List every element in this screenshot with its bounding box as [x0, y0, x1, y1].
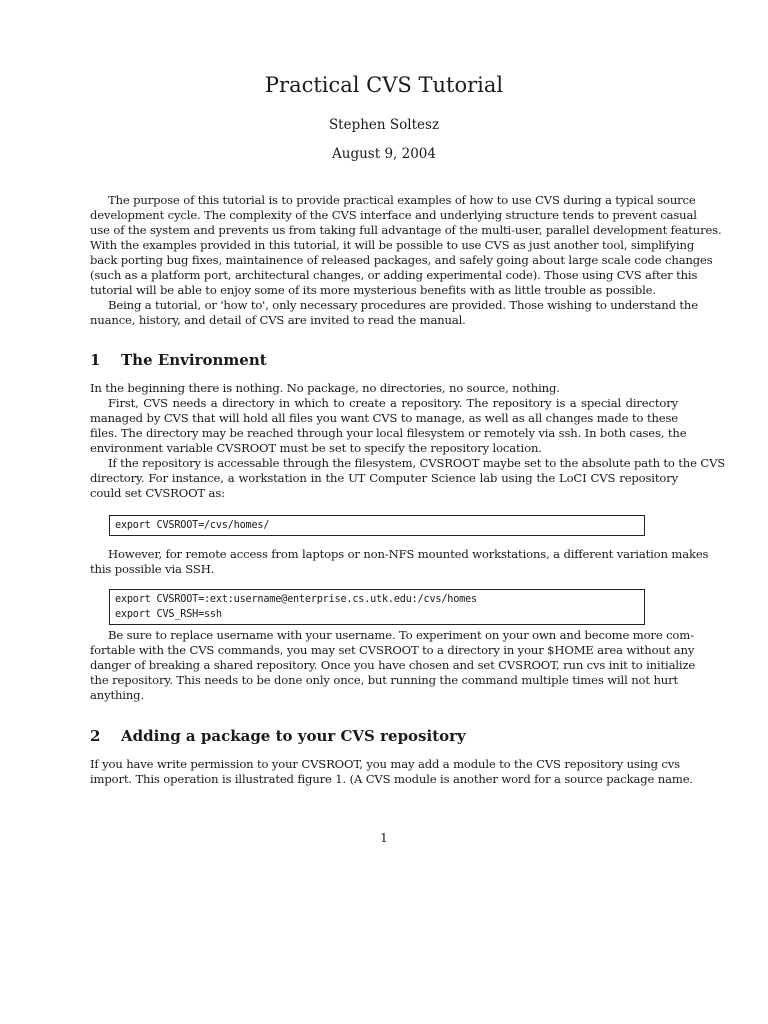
text-line: use of the system and prevents us from taking full advantage of the multi-user, parallel development features. — [90, 223, 722, 237]
text-line: anything. — [90, 688, 144, 702]
text-line: However, for remote access from laptops or non-NFS mounted workstations, a different variation makes — [108, 547, 709, 561]
text-line: Be sure to replace username with your username. To experiment on your own and become more com- — [108, 628, 694, 642]
text-line: the repository. This needs to be done only once, but running the command multiple times will not hurt — [90, 673, 678, 687]
document-title: Practical CVS Tutorial — [264, 73, 504, 97]
text-line: tutorial will be able to enjoy some of its more mysterious benefits with as little trouble as possible. — [90, 283, 656, 297]
section-title: Adding a package to your CVS repository — [121, 727, 466, 745]
text-line: environment variable CVSROOT must be set to specify the repository location. — [90, 441, 542, 455]
text-line: managed by CVS that will hold all files you want CVS to manage, as well as all changes made to these — [90, 411, 678, 425]
text-line: With the examples provided in this tutorial, it will be possible to use CVS as just another tool, simplifying — [90, 238, 695, 252]
page-number: 1 — [380, 831, 388, 845]
text-line: In the beginning there is nothing. No package, no directories, no source, nothing. — [90, 381, 560, 395]
text-line: import. This operation is illustrated figure 1. (A CVS module is another word for a source package name. — [90, 772, 693, 786]
section-number: 2 — [90, 727, 101, 745]
section-heading — [90, 350, 267, 370]
text-line: this possible via SSH. — [90, 562, 215, 576]
section-title: The Environment — [121, 351, 267, 369]
text-line: back porting bug fixes, maintainence of released packages, and safely going about large scale code changes — [90, 253, 713, 267]
text-line: danger of breaking a shared repository. Once you have chosen and set CVSROOT, run cvs init to initialize — [90, 658, 696, 672]
text-line: fortable with the CVS commands, you may set CVSROOT to a directory in your $HOME area without any — [90, 643, 695, 657]
code-line: export CVSROOT=:ext:username@enterprise.cs.utk.edu:/cvs/homes — [115, 594, 477, 605]
text-line: could set CVSROOT as: — [90, 486, 225, 500]
text-line: files. The directory may be reached through your local filesystem or remotely via ssh. In both cases, the — [90, 426, 687, 440]
code-block — [109, 589, 645, 625]
text-line: First, CVS needs a directory in which to create a repository. The repository is a special directory — [108, 396, 678, 410]
author-name: Stephen Soltesz — [328, 117, 440, 133]
section-heading — [90, 726, 466, 746]
text-line: The purpose of this tutorial is to provide practical examples of how to use CVS during a typical source — [108, 193, 696, 207]
text-line: nuance, history, and detail of CVS are invited to read the manual. — [90, 313, 466, 327]
text-line: If the repository is accessable through the filesystem, CVSROOT maybe set to the absolute path to the CVS — [108, 456, 726, 470]
section-number: 1 — [90, 351, 101, 369]
code-line: export CVSROOT=/cvs/homes/ — [115, 520, 270, 531]
text-line: (such as a platform port, architectural changes, or adding experimental code). Those using CVS after this — [90, 268, 698, 282]
code-block — [109, 515, 645, 536]
code-line: export CVS_RSH=ssh — [115, 609, 222, 620]
text-line: directory. For instance, a workstation in the UT Computer Science lab using the LoCI CVS repository — [90, 471, 678, 485]
text-line: Being a tutorial, or 'how to', only necessary procedures are provided. Those wishing to understand the — [108, 298, 698, 312]
text-line: If you have write permission to your CVSROOT, you may add a module to the CVS repository using cvs — [90, 757, 680, 771]
document-date: August 9, 2004 — [332, 146, 436, 162]
text-line: development cycle. The complexity of the CVS interface and underlying structure tends to prevent casual — [90, 208, 697, 222]
